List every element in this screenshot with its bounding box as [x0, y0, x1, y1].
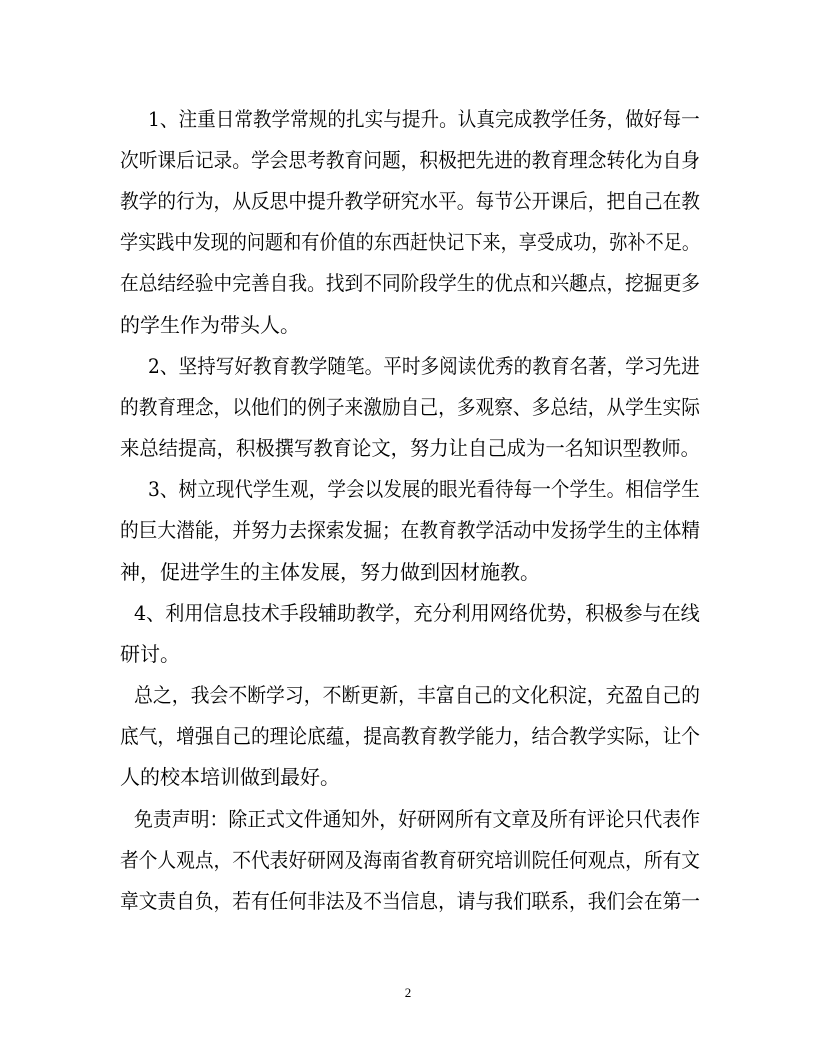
text-line: 免责声明：除正式文件通知外，好研网所有文章及所有评论只代表作 — [134, 807, 700, 831]
text-line: 者个人观点，不代表好研网及海南省教育研究培训院任何观点，所有文 — [120, 848, 701, 872]
text-line: 来总结提高，积极撰写教育论文，努力让自己成为一名知识型教师。 — [120, 436, 701, 460]
text-line: 学实践中发现的问题和有价值的东西赶快记下来，享受成功，弥补不足。 — [120, 230, 701, 254]
text-line: 底气，增强自己的理论底蕴，提高教育教学能力，结合教学实际，让个 — [120, 724, 701, 748]
text-line: 1、注重日常教学常规的扎实与提升。认真完成教学任务，做好每一 — [148, 107, 700, 131]
text-line: 次听课后记录。学会思考教育问题，积极把先进的教育理念转化为自身 — [120, 148, 701, 172]
text-line: 研讨。 — [120, 642, 180, 666]
text-line: 神，促进学生的主体发展，努力做到因材施教。 — [120, 560, 540, 584]
text-line: 教学的行为，从反思中提升教学研究水平。每节公开课后，把自己在教 — [120, 189, 701, 213]
text-line: 4、利用信息技术手段辅助教学，充分利用网络优势，积极参与在线 — [134, 601, 700, 625]
text-line: 人的校本培训做到最好。 — [120, 765, 340, 789]
text-line: 2、坚持写好教育教学随笔。平时多阅读优秀的教育名著，学习先进 — [148, 354, 700, 378]
text-line: 的教育理念，以他们的例子来激励自己，多观察、多总结，从学生实际 — [120, 395, 701, 419]
text-line: 的学生作为带头人。 — [120, 313, 300, 337]
text-line: 章文责自负，若有任何非法及不当信息，请与我们联系，我们会在第一 — [120, 889, 701, 913]
text-line: 总之，我会不断学习，不断更新，丰富自己的文化积淀，充盈自己的 — [134, 683, 700, 707]
text-line: 在总结经验中完善自我。找到不同阶段学生的优点和兴趣点，挖掘更多 — [120, 271, 701, 295]
text-line: 的巨大潜能，并努力去探索发掘；在教育教学活动中发扬学生的主体精 — [120, 518, 701, 542]
page-number: 2 — [404, 985, 412, 1000]
text-line: 3、树立现代学生观，学会以发展的眼光看待每一个学生。相信学生 — [148, 477, 700, 501]
